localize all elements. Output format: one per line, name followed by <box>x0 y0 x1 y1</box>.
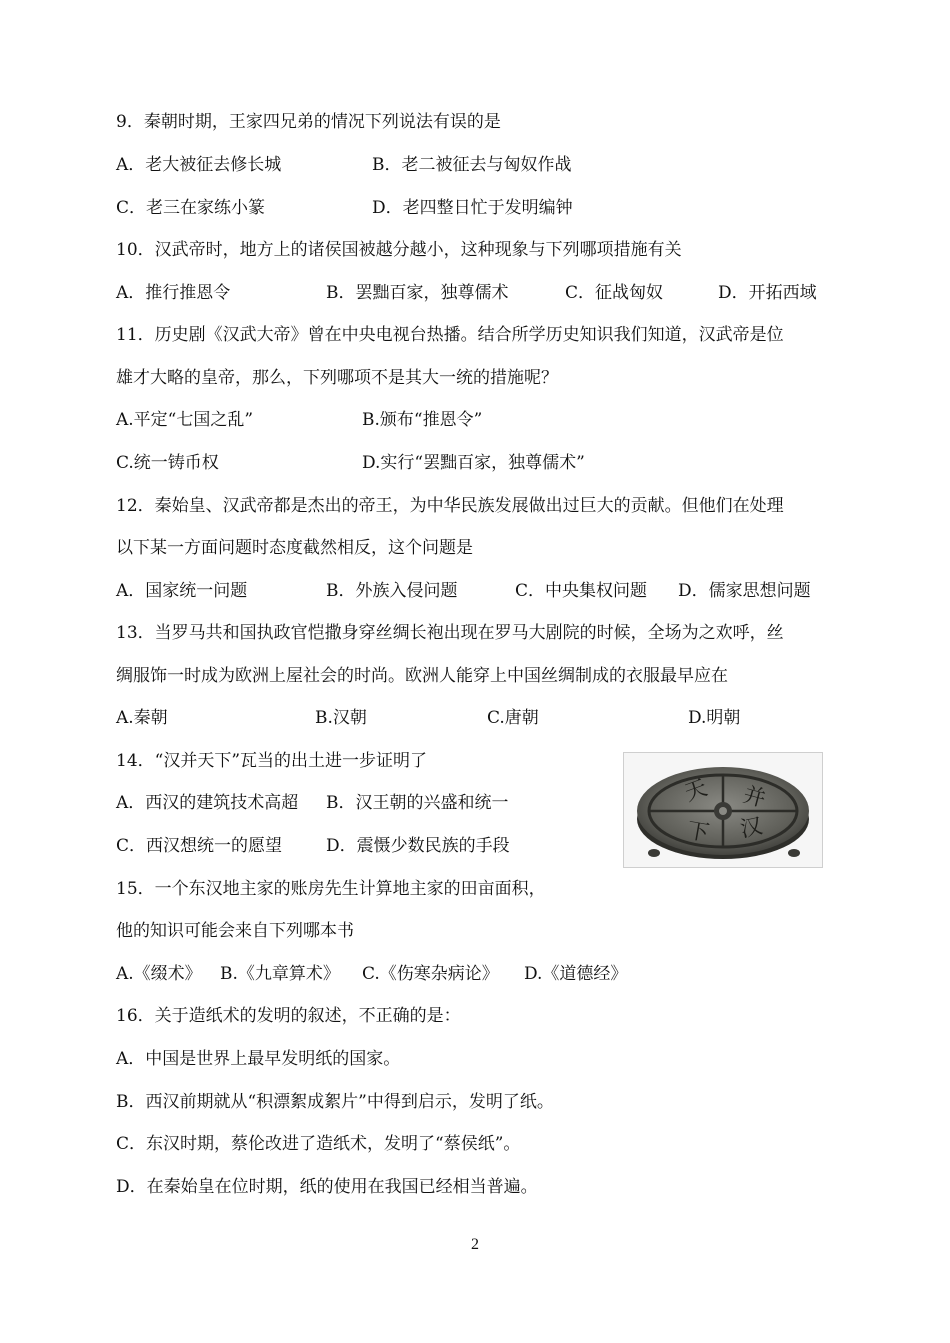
q13-option-a: A.秦朝 <box>116 708 168 728</box>
q9-option-b: B．老二被征去与匈奴作战 <box>372 155 572 175</box>
tile-glyph-2: 并 <box>740 782 769 813</box>
q15-stem-line2: 他的知识可能会来自下列哪本书 <box>116 921 354 941</box>
q10-stem: 10．汉武帝时，地方上的诸侯国被越分越小，这种现象与下列哪项措施有关 <box>116 240 682 260</box>
q10-option-b: B．罢黜百家，独尊儒术 <box>326 283 509 303</box>
q11-option-a: A.平定“七国之乱” <box>116 410 254 430</box>
q16-stem: 16．关于造纸术的发明的叙述，不正确的是： <box>116 1006 461 1026</box>
tile-glyph-4: 汉 <box>738 813 765 843</box>
q13-stem-line1: 13．当罗马共和国执政官恺撒身穿丝绸长袍出现在罗马大剧院的时候，全场为之欢呼，丝 <box>116 623 784 643</box>
q13-option-d: D.明朝 <box>688 708 741 728</box>
q9-stem: 9．秦朝时期，王家四兄弟的情况下列说法有误的是 <box>116 112 501 132</box>
q14-option-d: D．震慑少数民族的手段 <box>326 836 510 856</box>
q15-stem-line1: 15．一个东汉地主家的账房先生计算地主家的田亩面积， <box>116 879 546 899</box>
q11-stem-line2: 雄才大略的皇帝，那么，下列哪项不是其大一统的措施呢？ <box>116 368 558 388</box>
q16-option-c: C．东汉时期，蔡伦改进了造纸术，发明了“蔡侯纸”。 <box>116 1134 521 1154</box>
q15-option-d: D.《道德经》 <box>524 964 628 984</box>
roof-tile-image <box>623 752 823 868</box>
q10-option-a: A．推行推恩令 <box>116 283 231 303</box>
q10-option-c: C．征战匈奴 <box>565 283 664 303</box>
q16-option-b: B．西汉前期就从“积漂絮成絮片”中得到启示，发明了纸。 <box>116 1092 554 1112</box>
q13-stem-line2: 绸服饰一时成为欧洲上屋社会的时尚。欧洲人能穿上中国丝绸制成的衣服最早应在 <box>116 666 728 686</box>
q14-option-c: C．西汉想统一的愿望 <box>116 836 283 856</box>
q12-option-c: C．中央集权问题 <box>515 581 648 601</box>
tile-glyph-1: 天 <box>681 775 711 807</box>
q15-option-a: A.《缀术》 <box>116 964 202 984</box>
tile-illustration <box>624 753 822 867</box>
q9-option-a: A．老大被征去修长城 <box>116 155 282 175</box>
q13-option-b: B.汉朝 <box>315 708 367 728</box>
q14-option-a: A．西汉的建筑技术高超 <box>116 793 299 813</box>
q14-option-b: B．汉王朝的兴盛和统一 <box>326 793 509 813</box>
q16-option-a: A．中国是世界上最早发明纸的国家。 <box>116 1049 401 1069</box>
q9-option-c: C．老三在家练小篆 <box>116 198 266 218</box>
page-number: 2 <box>471 1236 479 1253</box>
q11-option-d: D.实行“罢黜百家，独尊儒术” <box>362 453 585 473</box>
q11-option-c: C.统一铸币权 <box>116 453 219 473</box>
q16-option-d: D．在秦始皇在位时期，纸的使用在我国已经相当普遍。 <box>116 1177 538 1197</box>
q15-option-b: B.《九章算术》 <box>220 964 340 984</box>
q10-option-d: D．开拓西域 <box>718 283 817 303</box>
q13-option-c: C.唐朝 <box>487 708 539 728</box>
q14-stem: 14．“汉并天下”瓦当的出土进一步证明了 <box>116 751 428 771</box>
q15-option-c: C.《伤寒杂病论》 <box>362 964 499 984</box>
q12-option-d: D．儒家思想问题 <box>678 581 811 601</box>
q9-option-d: D．老四整日忙于发明编钟 <box>372 198 573 218</box>
q12-stem-line1: 12．秦始皇、汉武帝都是杰出的帝王，为中华民族发展做出过巨大的贡献。但他们在处理 <box>116 496 784 516</box>
q12-option-b: B．外族入侵问题 <box>326 581 458 601</box>
q11-option-b: B.颁布“推恩令” <box>362 410 483 430</box>
q12-option-a: A．国家统一问题 <box>116 581 248 601</box>
tile-glyph-3: 下 <box>684 818 711 847</box>
q12-stem-line2: 以下某一方面问题时态度截然相反，这个问题是 <box>116 538 473 558</box>
q11-stem-line1: 11．历史剧《汉武大帝》曾在中央电视台热播。结合所学历史知识我们知道，汉武帝是位 <box>116 325 784 345</box>
